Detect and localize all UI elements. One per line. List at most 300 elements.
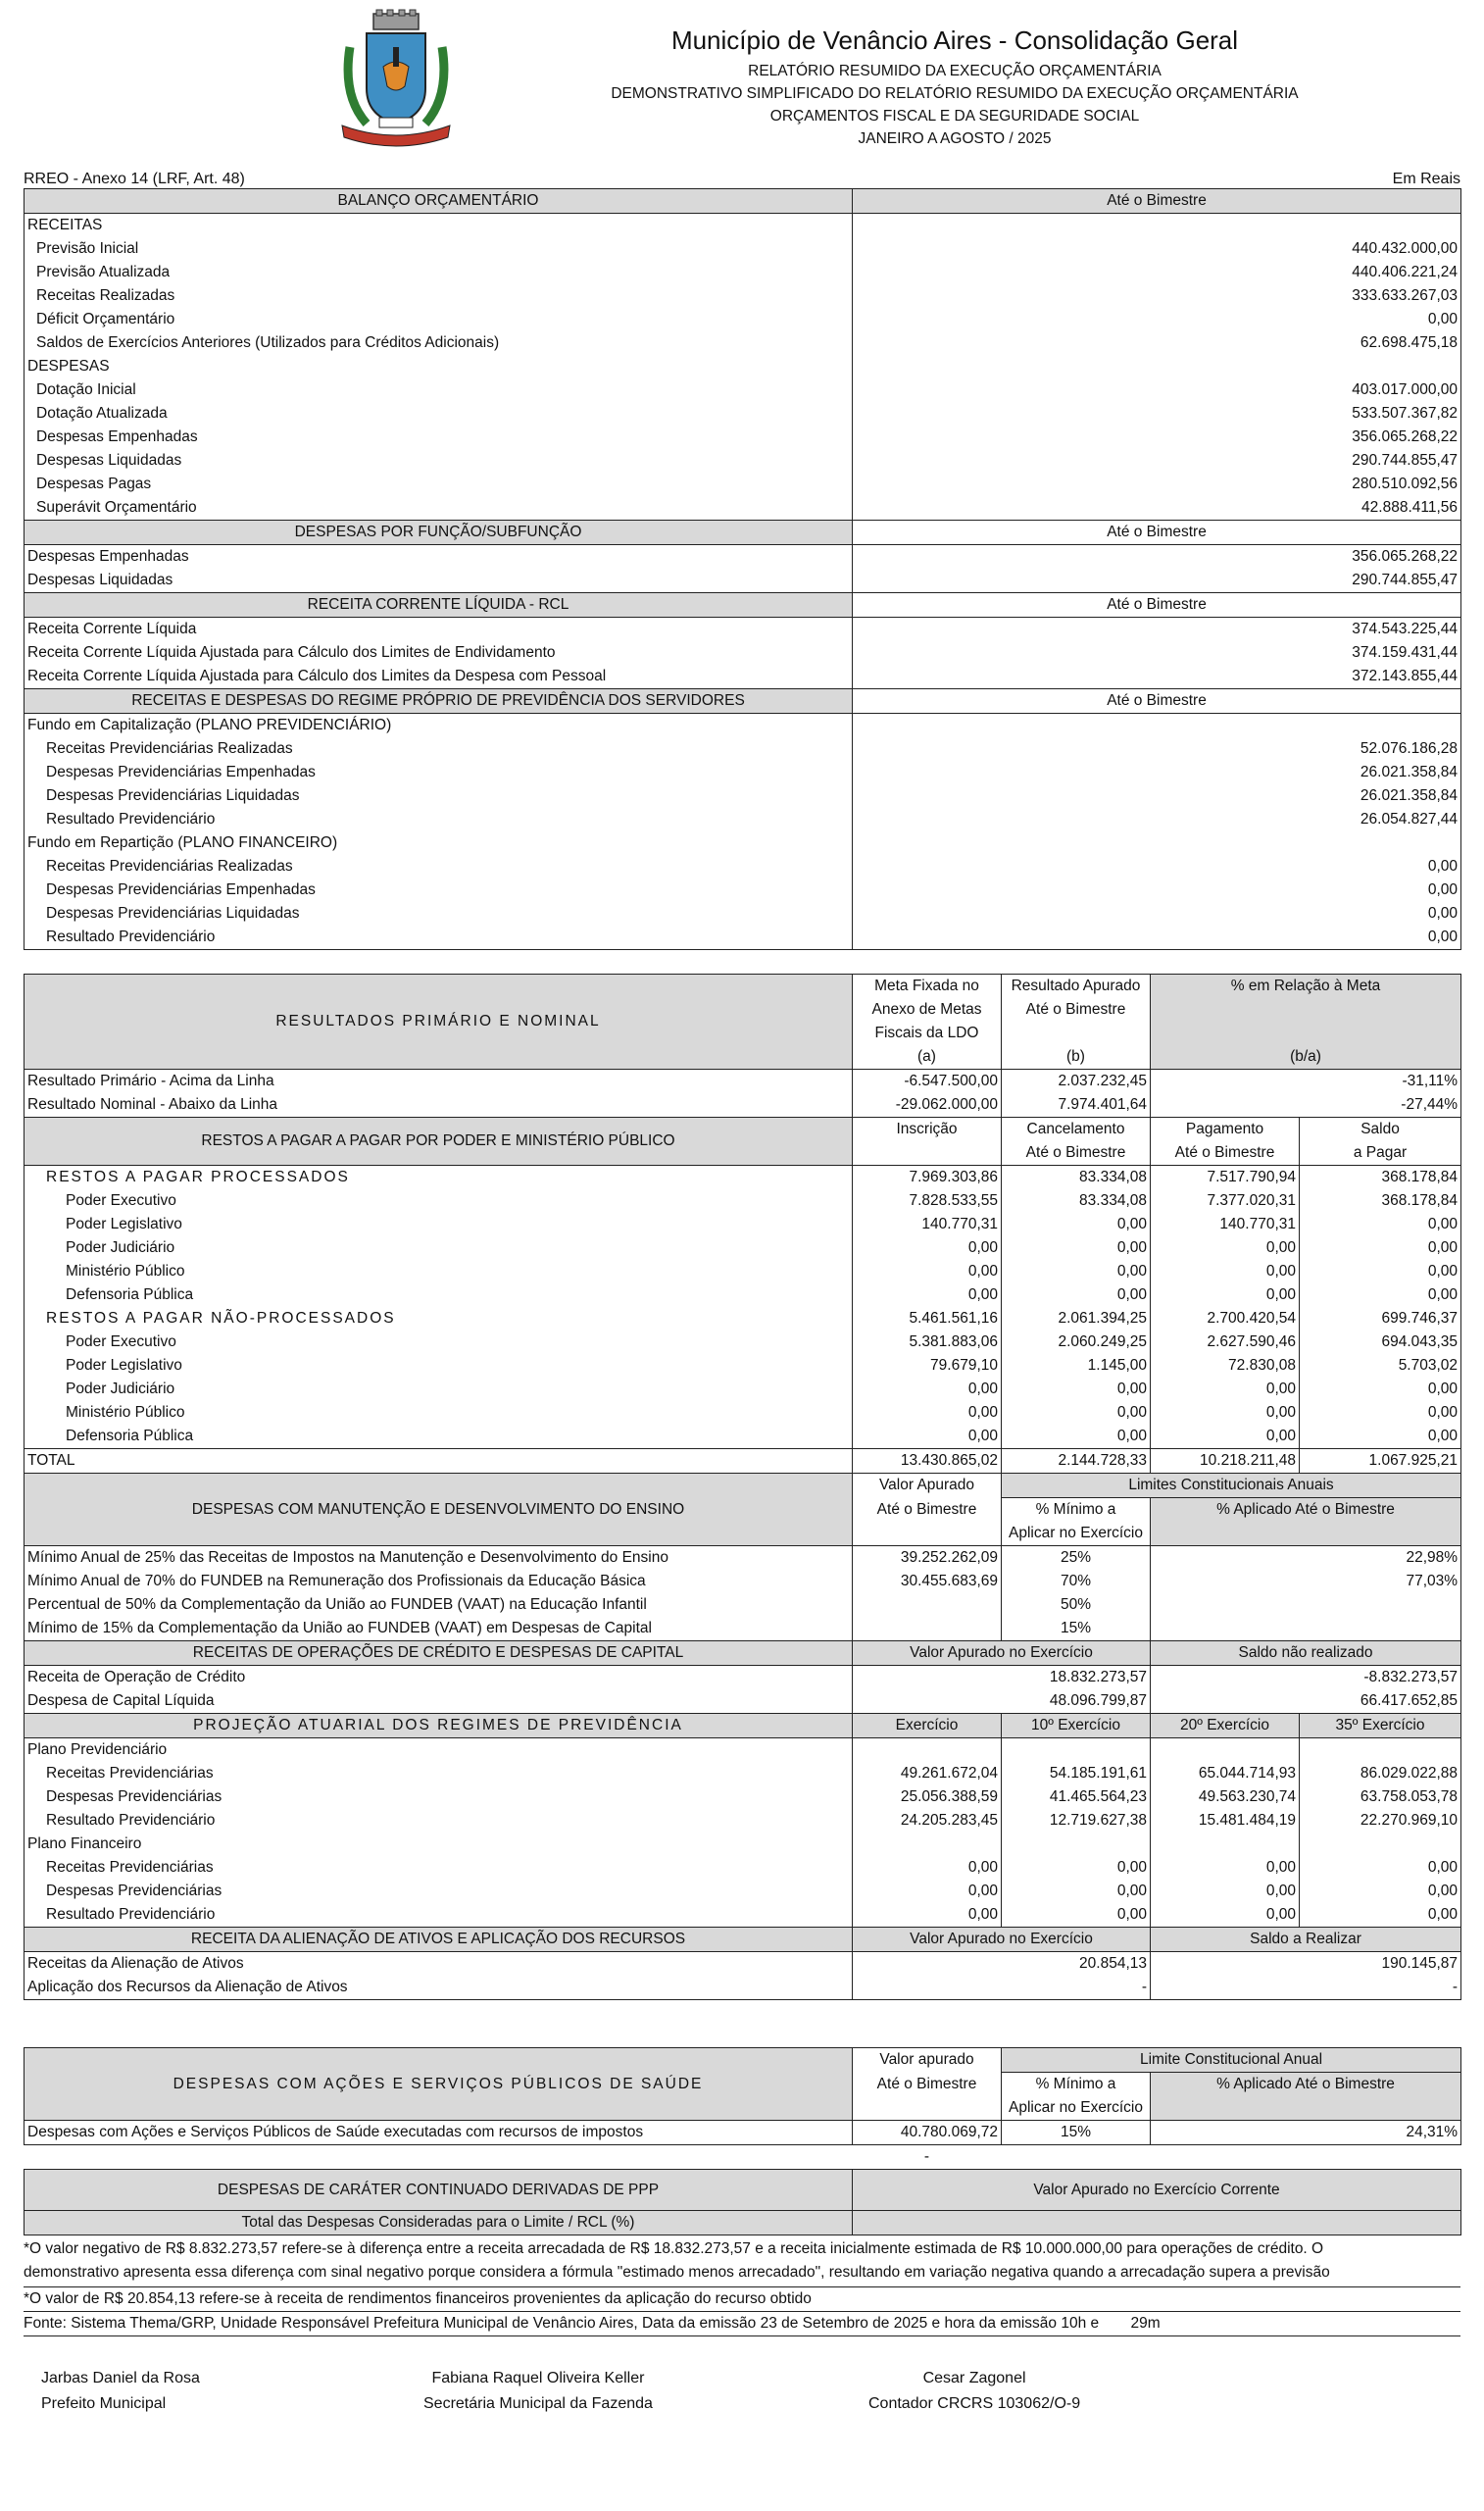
row-value: 0,00 <box>1300 1401 1461 1425</box>
row-label: Despesas Previdenciárias Empenhadas <box>25 879 853 902</box>
row-value: 0,00 <box>1151 1378 1300 1401</box>
row-value: 49.261.672,04 <box>853 1762 1002 1785</box>
row-value: -6.547.500,00 <box>853 1070 1002 1094</box>
saude-dash-row <box>25 2145 1461 2170</box>
row-value: 54.185.191,61 <box>1002 1762 1151 1785</box>
table-row <box>25 1762 1461 1785</box>
row-value: 12.719.627,38 <box>1002 1809 1151 1833</box>
row-value: 0,00 <box>1151 1236 1300 1260</box>
balanco-col: Até o Bimestre <box>853 189 1461 214</box>
row-value: 2.061.394,25 <box>1002 1307 1151 1331</box>
row-value: 52.076.186,28 <box>853 737 1461 761</box>
footnote-line: *O valor negativo de R$ 8.832.273,57 refere-se à diferença entre a receita arrecadada de R$ 18.832.273,57 e a receita inicialmente estimada de R$ 10.000.000,00 para operações de crédito. O <box>24 2240 1324 2257</box>
row-value: 0,00 <box>1151 1880 1300 1903</box>
signature-role: Prefeito Municipal <box>41 2395 167 2412</box>
row-value: 403.017.000,00 <box>853 378 1461 402</box>
signature-name: Cesar Zagonel <box>922 2370 1026 2386</box>
row-value: 5.461.561,16 <box>853 1307 1002 1331</box>
row-value: 0,00 <box>853 1880 1002 1903</box>
alienacao-title: RECEITA DA ALIENAÇÃO DE ATIVOS E APLICAÇÃO DOS RECURSOS <box>25 1928 853 1952</box>
col-header: Até o Bimestre <box>1002 998 1151 1022</box>
row-value: 0,00 <box>1151 1425 1300 1449</box>
row-label: Receita Corrente Líquida Ajustada para Cálculo dos Limites da Despesa com Pessoal <box>25 665 853 689</box>
table-row <box>25 1307 1461 1331</box>
col-header: Até o Bimestre <box>853 1498 1002 1523</box>
report-table <box>24 188 1461 2235</box>
row-label: Resultado Previdenciário <box>25 926 853 950</box>
funcao-header <box>25 521 1461 545</box>
row-value: 440.406.221,24 <box>853 261 1461 284</box>
table-row <box>25 1189 1461 1213</box>
table-row <box>25 1378 1461 1401</box>
row-label: Ministério Público <box>25 1401 853 1425</box>
col-header: % Aplicado Até o Bimestre <box>1151 1498 1461 1523</box>
row-value: 0,00 <box>1300 1856 1461 1880</box>
row-value: 26.021.358,84 <box>853 761 1461 784</box>
row-value: 0,00 <box>1151 1260 1300 1283</box>
row-value: 0,00 <box>1002 1378 1151 1401</box>
row-label: Despesas Previdenciárias Liquidadas <box>25 784 853 808</box>
restos-total-row <box>25 1449 1461 1474</box>
signature-name: Jarbas Daniel da Rosa <box>41 2370 200 2386</box>
table-row <box>25 1833 1461 1856</box>
report-header <box>24 0 1460 165</box>
row-value: 1.067.925,21 <box>1300 1449 1461 1474</box>
table-row <box>25 926 1461 950</box>
row-label: Mínimo Anual de 25% das Receitas de Impostos na Manutenção e Desenvolvimento do Ensino <box>25 1546 853 1571</box>
row-label: Poder Executivo <box>25 1189 853 1213</box>
row-value: 0,00 <box>853 1283 1002 1307</box>
row-value: 24,31% <box>1151 2121 1461 2145</box>
row-value: 5.703,02 <box>1300 1354 1461 1378</box>
row-label: Resultado Nominal - Abaixo da Linha <box>25 1093 853 1118</box>
row-value: 39.252.262,09 <box>853 1546 1002 1571</box>
rpps-header <box>25 689 1461 714</box>
row-value: 77,03% <box>1151 1570 1461 1593</box>
row-value: 63.758.053,78 <box>1300 1785 1461 1809</box>
row-value: 0,00 <box>1002 1425 1151 1449</box>
row-label: Déficit Orçamentário <box>25 308 853 331</box>
report-page <box>24 0 1460 2444</box>
col-header: Valor apurado <box>853 2048 1002 2073</box>
ppp-title: DESPESAS DE CARÁTER CONTINUADO DERIVADAS DE PPP <box>25 2170 853 2211</box>
row-label: Receitas Realizadas <box>25 284 853 308</box>
footnote-credit <box>24 2237 1460 2287</box>
col-header: Inscrição <box>853 1118 1002 1142</box>
row-value: 694.043,35 <box>1300 1331 1461 1354</box>
report-subtitle-2: DEMONSTRATIVO SIMPLIFICADO DO RELATÓRIO RESUMIDO DA EXECUÇÃO ORÇAMENTÁRIA <box>611 85 1299 102</box>
table-row <box>25 426 1461 449</box>
row-value: 5.381.883,06 <box>853 1331 1002 1354</box>
signature-secretary <box>423 2366 653 2417</box>
rcl-col: Até o Bimestre <box>853 593 1461 618</box>
row-value: 2.037.232,45 <box>1002 1070 1151 1094</box>
row-value: 26.054.827,44 <box>853 808 1461 831</box>
table-row <box>25 737 1461 761</box>
table-row <box>25 378 1461 402</box>
row-value: 333.633.267,03 <box>853 284 1461 308</box>
rcl-title: RECEITA CORRENTE LÍQUIDA - RCL <box>25 593 853 618</box>
row-value: 0,00 <box>1300 1236 1461 1260</box>
row-value: 7.377.020,31 <box>1151 1189 1300 1213</box>
col-header: 20º Exercício <box>1151 1714 1300 1738</box>
table-row <box>25 1166 1461 1190</box>
row-value: 374.543.225,44 <box>853 618 1461 642</box>
row-value: 0,00 <box>1002 1236 1151 1260</box>
row-label: Despesas Previdenciárias Liquidadas <box>25 902 853 926</box>
row-value: 7.969.303,86 <box>853 1166 1002 1190</box>
row-value: 0,00 <box>1002 1903 1151 1928</box>
alienacao-header <box>25 1928 1461 1952</box>
table-row <box>25 641 1461 665</box>
row-value: 70% <box>1002 1570 1151 1593</box>
col-header: % Mínimo a <box>1002 1498 1151 1523</box>
row-value: 699.746,37 <box>1300 1307 1461 1331</box>
projecao-header <box>25 1714 1461 1738</box>
row-value: 83.334,08 <box>1002 1189 1151 1213</box>
table-row <box>25 1952 1461 1977</box>
table-row <box>25 355 1461 378</box>
municipal-crest-icon <box>322 8 470 155</box>
table-row <box>25 1213 1461 1236</box>
row-value <box>853 1617 1002 1641</box>
row-value: 49.563.230,74 <box>1151 1785 1300 1809</box>
row-value: 0,00 <box>1151 1856 1300 1880</box>
row-value: 140.770,31 <box>853 1213 1002 1236</box>
mde-title: DESPESAS COM MANUTENÇÃO E DESENVOLVIMENTO DO ENSINO <box>25 1474 853 1546</box>
row-value: 86.029.022,88 <box>1300 1762 1461 1785</box>
table-row <box>25 1785 1461 1809</box>
row-label: Receitas da Alienação de Ativos <box>25 1952 853 1977</box>
row-value: 0,00 <box>853 1425 1002 1449</box>
row-value: 7.974.401,64 <box>1002 1093 1151 1118</box>
table-row <box>25 808 1461 831</box>
row-value: - <box>923 2148 930 2165</box>
row-value: 0,00 <box>1151 1401 1300 1425</box>
row-label: Defensoria Pública <box>25 1283 853 1307</box>
table-row <box>25 1070 1461 1094</box>
table-row <box>25 237 1461 261</box>
row-value: 0,00 <box>1300 1283 1461 1307</box>
row-value: 140.770,31 <box>1151 1213 1300 1236</box>
section-label: Plano Previdenciário <box>25 1738 853 1763</box>
col-header: (a) <box>853 1045 1002 1070</box>
report-period: JANEIRO A AGOSTO / 2025 <box>858 130 1052 147</box>
col-header: 10º Exercício <box>1002 1714 1151 1738</box>
row-value: 0,00 <box>1002 1401 1151 1425</box>
table-row <box>25 1546 1461 1571</box>
row-label: Receitas Previdenciárias Realizadas <box>25 855 853 879</box>
row-value: 0,00 <box>1151 1903 1300 1928</box>
row-label: Defensoria Pública <box>25 1425 853 1449</box>
table-row <box>25 831 1461 855</box>
col-header: a Pagar <box>1300 1141 1461 1166</box>
row-label: Poder Legislativo <box>25 1354 853 1378</box>
row-value: 62.698.475,18 <box>853 331 1461 355</box>
table-row <box>25 449 1461 473</box>
table-row <box>25 402 1461 426</box>
row-label: Receita Corrente Líquida Ajustada para Cálculo dos Limites de Endividamento <box>25 641 853 665</box>
row-value: 0,00 <box>1300 1425 1461 1449</box>
row-value: 15% <box>1002 2121 1151 2145</box>
table-row <box>25 714 1461 738</box>
table-row <box>25 545 1461 570</box>
row-label: Poder Executivo <box>25 1331 853 1354</box>
section-label: Fundo em Repartição (PLANO FINANCEIRO) <box>25 831 853 855</box>
row-value: 372.143.855,44 <box>853 665 1461 689</box>
col-header: 35º Exercício <box>1300 1714 1461 1738</box>
table-row <box>25 1331 1461 1354</box>
row-value: 0,00 <box>1300 1903 1461 1928</box>
row-label: Receita Corrente Líquida <box>25 618 853 642</box>
table-row <box>25 1666 1461 1690</box>
row-value: 41.465.564,23 <box>1002 1785 1151 1809</box>
col-header: Limite Constitucional Anual <box>1002 2048 1461 2073</box>
table-row <box>25 1976 1461 2000</box>
report-subtitle-1: RELATÓRIO RESUMIDO DA EXECUÇÃO ORÇAMENTÁRIA <box>748 63 1162 79</box>
row-value: 356.065.268,22 <box>853 545 1461 570</box>
row-value: 25.056.388,59 <box>853 1785 1002 1809</box>
row-label: Receitas Previdenciárias <box>25 1762 853 1785</box>
row-label: Ministério Público <box>25 1260 853 1283</box>
row-value <box>1151 1593 1461 1617</box>
row-label: Poder Legislativo <box>25 1213 853 1236</box>
row-value: 0,00 <box>853 1401 1002 1425</box>
balanco-header <box>25 189 1461 214</box>
signature-accountant <box>868 2366 1080 2417</box>
row-value: 368.178,84 <box>1300 1189 1461 1213</box>
row-value: 79.679,10 <box>853 1354 1002 1378</box>
table-row <box>25 1593 1461 1617</box>
col-header: Exercício <box>853 1714 1002 1738</box>
row-value: 48.096.799,87 <box>853 1689 1151 1714</box>
row-value: 0,00 <box>853 1378 1002 1401</box>
row-value: 65.044.714,93 <box>1151 1762 1300 1785</box>
table-row <box>25 855 1461 879</box>
row-value <box>853 1593 1002 1617</box>
col-header: Saldo a Realizar <box>1151 1928 1461 1952</box>
row-value: -31,11% <box>1151 1070 1461 1094</box>
table-row <box>25 784 1461 808</box>
row-value: 440.432.000,00 <box>853 237 1461 261</box>
row-label: Despesas Previdenciárias <box>25 1785 853 1809</box>
col-header: Cancelamento <box>1002 1118 1151 1142</box>
row-label: Despesas com Ações e Serviços Públicos de Saúde executadas com recursos de impostos <box>25 2121 853 2145</box>
row-value: -29.062.000,00 <box>853 1093 1002 1118</box>
section-label: Plano Financeiro <box>25 1833 853 1856</box>
row-label: Despesas Empenhadas <box>25 545 853 570</box>
row-label: Despesas Pagas <box>25 473 853 496</box>
report-subtitle-3: ORÇAMENTOS FISCAL E DA SEGURIDADE SOCIAL <box>769 108 1140 125</box>
signature-mayor <box>41 2366 200 2417</box>
ppp-header <box>25 2170 1461 2211</box>
row-value: -27,44% <box>1151 1093 1461 1118</box>
row-value: 290.744.855,47 <box>853 569 1461 593</box>
row-label: Mínimo Anual de 70% do FUNDEB na Remuneração dos Profissionais da Educação Básica <box>25 1570 853 1593</box>
row-value: 25% <box>1002 1546 1151 1571</box>
footnotes <box>24 2237 1460 2336</box>
row-label: Total das Despesas Consideradas para o Limite / RCL (%) <box>25 2211 853 2235</box>
row-label: Previsão Atualizada <box>25 261 853 284</box>
row-label: Despesa de Capital Líquida <box>25 1689 853 1714</box>
row-value: 368.178,84 <box>1300 1166 1461 1190</box>
row-value: 2.700.420,54 <box>1151 1307 1300 1331</box>
table-row <box>25 496 1461 521</box>
table-row <box>25 331 1461 355</box>
col-header: Valor Apurado no Exercício Corrente <box>853 2170 1461 2211</box>
row-label: Superávit Orçamentário <box>25 496 853 521</box>
row-label: Dotação Inicial <box>25 378 853 402</box>
row-label: Despesas Liquidadas <box>25 569 853 593</box>
section-label: RESTOS A PAGAR NÃO-PROCESSADOS <box>25 1307 853 1331</box>
table-row <box>25 1283 1461 1307</box>
footnote-alienation: *O valor de R$ 20.854,13 refere-se à receita de rendimentos financeiros provenientes da aplicação do recurso obtido <box>24 2287 1460 2312</box>
row-value: 0,00 <box>853 308 1461 331</box>
row-value: 0,00 <box>853 879 1461 902</box>
row-value: 356.065.268,22 <box>853 426 1461 449</box>
table-row <box>25 569 1461 593</box>
row-value: 42.888.411,56 <box>853 496 1461 521</box>
signatures <box>24 2366 1460 2444</box>
table-row <box>25 902 1461 926</box>
row-value: 374.159.431,44 <box>853 641 1461 665</box>
signature-role: Contador CRCRS 103062/O-9 <box>868 2395 1081 2412</box>
funcao-title: DESPESAS POR FUNÇÃO/SUBFUNÇÃO <box>25 521 853 545</box>
row-value: -8.832.273,57 <box>1151 1666 1461 1690</box>
col-header: Saldo <box>1300 1118 1461 1142</box>
table-row <box>25 308 1461 331</box>
table-row <box>25 1236 1461 1260</box>
row-value: 0,00 <box>1151 1283 1300 1307</box>
row-value: 0,00 <box>853 902 1461 926</box>
credito-header <box>25 1641 1461 1666</box>
source-minutes: 29m <box>1130 2315 1161 2332</box>
row-label: Resultado Previdenciário <box>25 808 853 831</box>
row-label: Resultado Primário - Acima da Linha <box>25 1070 853 1094</box>
row-label: Receitas Previdenciárias Realizadas <box>25 737 853 761</box>
row-value: 26.021.358,84 <box>853 784 1461 808</box>
credito-title: RECEITAS DE OPERAÇÕES DE CRÉDITO E DESPESAS DE CAPITAL <box>25 1641 853 1666</box>
row-label: Percentual de 50% da Complementação da União ao FUNDEB (VAAT) na Educação Infantil <box>25 1593 853 1617</box>
row-value: 24.205.283,45 <box>853 1809 1002 1833</box>
table-row <box>25 1738 1461 1763</box>
balanco-title: BALANÇO ORÇAMENTÁRIO <box>25 189 853 214</box>
row-value: 2.060.249,25 <box>1002 1331 1151 1354</box>
col-header: Valor Apurado no Exercício <box>853 1928 1151 1952</box>
col-header: Até o Bimestre <box>1002 1141 1151 1166</box>
row-value: - <box>1151 1976 1461 2000</box>
col-header: % Mínimo a <box>1002 2073 1151 2097</box>
table-row <box>25 1856 1461 1880</box>
row-label: Dotação Atualizada <box>25 402 853 426</box>
table-row <box>25 761 1461 784</box>
table-row <box>25 1809 1461 1833</box>
report-title: Município de Venâncio Aires - Consolidação Geral <box>670 25 1239 55</box>
row-value: 2.144.728,33 <box>1002 1449 1151 1474</box>
row-label: Poder Judiciário <box>25 1378 853 1401</box>
col-header: (b/a) <box>1151 1045 1461 1070</box>
restos-title: RESTOS A PAGAR A PAGAR POR PODER E MINISTÉRIO PÚBLICO <box>25 1118 853 1166</box>
table-row <box>25 1093 1461 1118</box>
row-label: Previsão Inicial <box>25 237 853 261</box>
col-header: Fiscais da LDO <box>853 1022 1002 1045</box>
table-row <box>25 1425 1461 1449</box>
col-header: Até o Bimestre <box>853 2073 1002 2097</box>
table-row <box>25 473 1461 496</box>
row-value: 18.832.273,57 <box>853 1666 1151 1690</box>
projecao-title: PROJEÇÃO ATUARIAL DOS REGIMES DE PREVIDÊNCIA <box>25 1714 853 1738</box>
section-label: Fundo em Capitalização (PLANO PREVIDENCIÁRIO) <box>25 714 853 738</box>
annex-row <box>24 167 1460 188</box>
resultado-title: RESULTADOS PRIMÁRIO E NOMINAL <box>25 975 853 1070</box>
row-value: 0,00 <box>1002 1260 1151 1283</box>
row-value: 10.218.211,48 <box>1151 1449 1300 1474</box>
rcl-header <box>25 593 1461 618</box>
row-label: Mínimo de 15% da Complementação da União ao FUNDEB (VAAT) em Despesas de Capital <box>25 1617 853 1641</box>
row-value: 0,00 <box>853 1856 1002 1880</box>
section-label: RECEITAS <box>25 214 853 238</box>
row-value: - <box>853 1976 1151 2000</box>
table-row <box>25 284 1461 308</box>
restos-header-1 <box>25 1118 1461 1142</box>
row-value: 1.145,00 <box>1002 1354 1151 1378</box>
table-row <box>25 1401 1461 1425</box>
row-value <box>1151 1617 1461 1641</box>
row-value: 72.830,08 <box>1151 1354 1300 1378</box>
ppp-total-row <box>25 2211 1461 2235</box>
row-value: 0,00 <box>1002 1283 1151 1307</box>
row-label: Receitas Previdenciárias <box>25 1856 853 1880</box>
row-label: Receita de Operação de Crédito <box>25 1666 853 1690</box>
row-label: Despesas Previdenciárias <box>25 1880 853 1903</box>
table-row <box>25 1689 1461 1714</box>
row-value: 66.417.652,85 <box>1151 1689 1461 1714</box>
row-value: 50% <box>1002 1593 1151 1617</box>
col-header: (b) <box>1002 1045 1151 1070</box>
col-header: Pagamento <box>1151 1118 1300 1142</box>
footnote-line: demonstrativo apresenta essa diferença com sinal negativo porque considera a fórmula "estimado menos arrecadado", resultando em variação negativa quando a arrecadação supera a previsão <box>24 2264 1330 2281</box>
currency-label: Em Reais <box>1392 171 1460 187</box>
saude-header-1 <box>25 2048 1461 2073</box>
row-value: 0,00 <box>853 1903 1002 1928</box>
signature-name: Fabiana Raquel Oliveira Keller <box>431 2370 645 2386</box>
table-row <box>25 879 1461 902</box>
row-value: 0,00 <box>853 926 1461 950</box>
mde-header-1 <box>25 1474 1461 1498</box>
row-value: 83.334,08 <box>1002 1166 1151 1190</box>
col-header: Meta Fixada no <box>853 975 1002 999</box>
row-label: Poder Judiciário <box>25 1236 853 1260</box>
row-value: 0,00 <box>1002 1856 1151 1880</box>
row-value: 15.481.484,19 <box>1151 1809 1300 1833</box>
table-row <box>25 1354 1461 1378</box>
row-value: 190.145,87 <box>1151 1952 1461 1977</box>
table-row <box>25 1903 1461 1928</box>
row-value: 2.627.590,46 <box>1151 1331 1300 1354</box>
col-header: Aplicar no Exercício <box>1002 2096 1151 2121</box>
col-header: Limites Constitucionais Anuais <box>1002 1474 1461 1498</box>
section-label: DESPESAS <box>25 355 853 378</box>
row-label: Despesas Liquidadas <box>25 449 853 473</box>
row-value: 22.270.969,10 <box>1300 1809 1461 1833</box>
col-header: Saldo não realizado <box>1151 1641 1461 1666</box>
annex-label: RREO - Anexo 14 (LRF, Art. 48) <box>24 171 245 187</box>
section-label: RESTOS A PAGAR PROCESSADOS <box>25 1166 853 1190</box>
row-value: 0,00 <box>1300 1260 1461 1283</box>
table-row <box>25 1260 1461 1283</box>
table-row <box>25 1570 1461 1593</box>
funcao-col: Até o Bimestre <box>853 521 1461 545</box>
